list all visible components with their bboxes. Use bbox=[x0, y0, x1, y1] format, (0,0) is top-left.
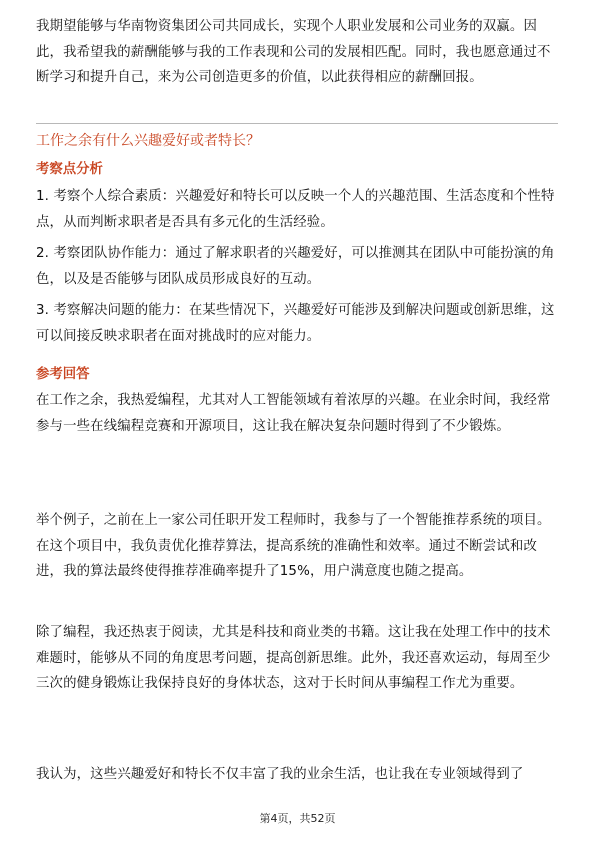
section-divider bbox=[36, 123, 558, 124]
answer-title: 参考回答 bbox=[36, 367, 90, 382]
page-footer: 第4页，共52页 bbox=[259, 812, 336, 825]
intro-paragraph: 我期望能够与华南物资集团公司共同成长，实现个人职业发展和公司业务的双赢。因此，我希望我的薪酬能够与我的工作表现和公司的发展相匹配。同时，我也愿意通过不断学习和提升自己，来为公司创造更多的价值，以此获得相应的薪酬回报。 bbox=[36, 19, 551, 85]
answer-paragraph-3: 除了编程，我还热衷于阅读，尤其是科技和商业类的书籍。这让我在处理工作中的技术难题时，能够从不同的角度思考问题，提高创新思维。此外，我还喜欢运动，每周至少三次的健身锻炼让我保持良好的身体状态，这对于长时间从事编程工作尤为重要。 bbox=[36, 625, 551, 691]
answer-paragraph-1: 在工作之余，我热爱编程，尤其对人工智能领域有着浓厚的兴趣。在业余时间，我经常参与一些在线编程竞赛和开源项目，这让我在解决复杂问题时得到了不少锻炼。 bbox=[36, 393, 551, 434]
question-heading: 工作之余有什么兴趣爱好或者特长？ bbox=[36, 133, 260, 149]
analysis-title: 考察点分析 bbox=[36, 162, 103, 177]
analysis-point-2: 2. 考察团队协作能力：通过了解求职者的兴趣爱好，可以推测其在团队中可能扮演的角色，以及是否能够与团队成员形成良好的互动。 bbox=[36, 246, 555, 287]
answer-paragraph-2: 举个例子，之前在上一家公司任职开发工程师时，我参与了一个智能推荐系统的项目。在这个项目中，我负责优化推荐算法，提高系统的准确性和效率。通过不断尝试和改进，我的算法最终使得推荐准确率提升了15%，用户满意度也随之提高。 bbox=[36, 513, 551, 579]
analysis-point-3: 3. 考察解决问题的能力：在某些情况下，兴趣爱好可能涉及到解决问题或创新思维，这可以间接反映求职者在面对挑战时的应对能力。 bbox=[36, 303, 555, 344]
answer-paragraph-4: 我认为，这些兴趣爱好和特长不仅丰富了我的业余生活，也让我在专业领域得到了 bbox=[36, 767, 524, 782]
analysis-point-1: 1. 考察个人综合素质：兴趣爱好和特长可以反映一个人的兴趣范围、生活态度和个性特点，从而判断求职者是否具有多元化的生活经验。 bbox=[36, 189, 555, 230]
